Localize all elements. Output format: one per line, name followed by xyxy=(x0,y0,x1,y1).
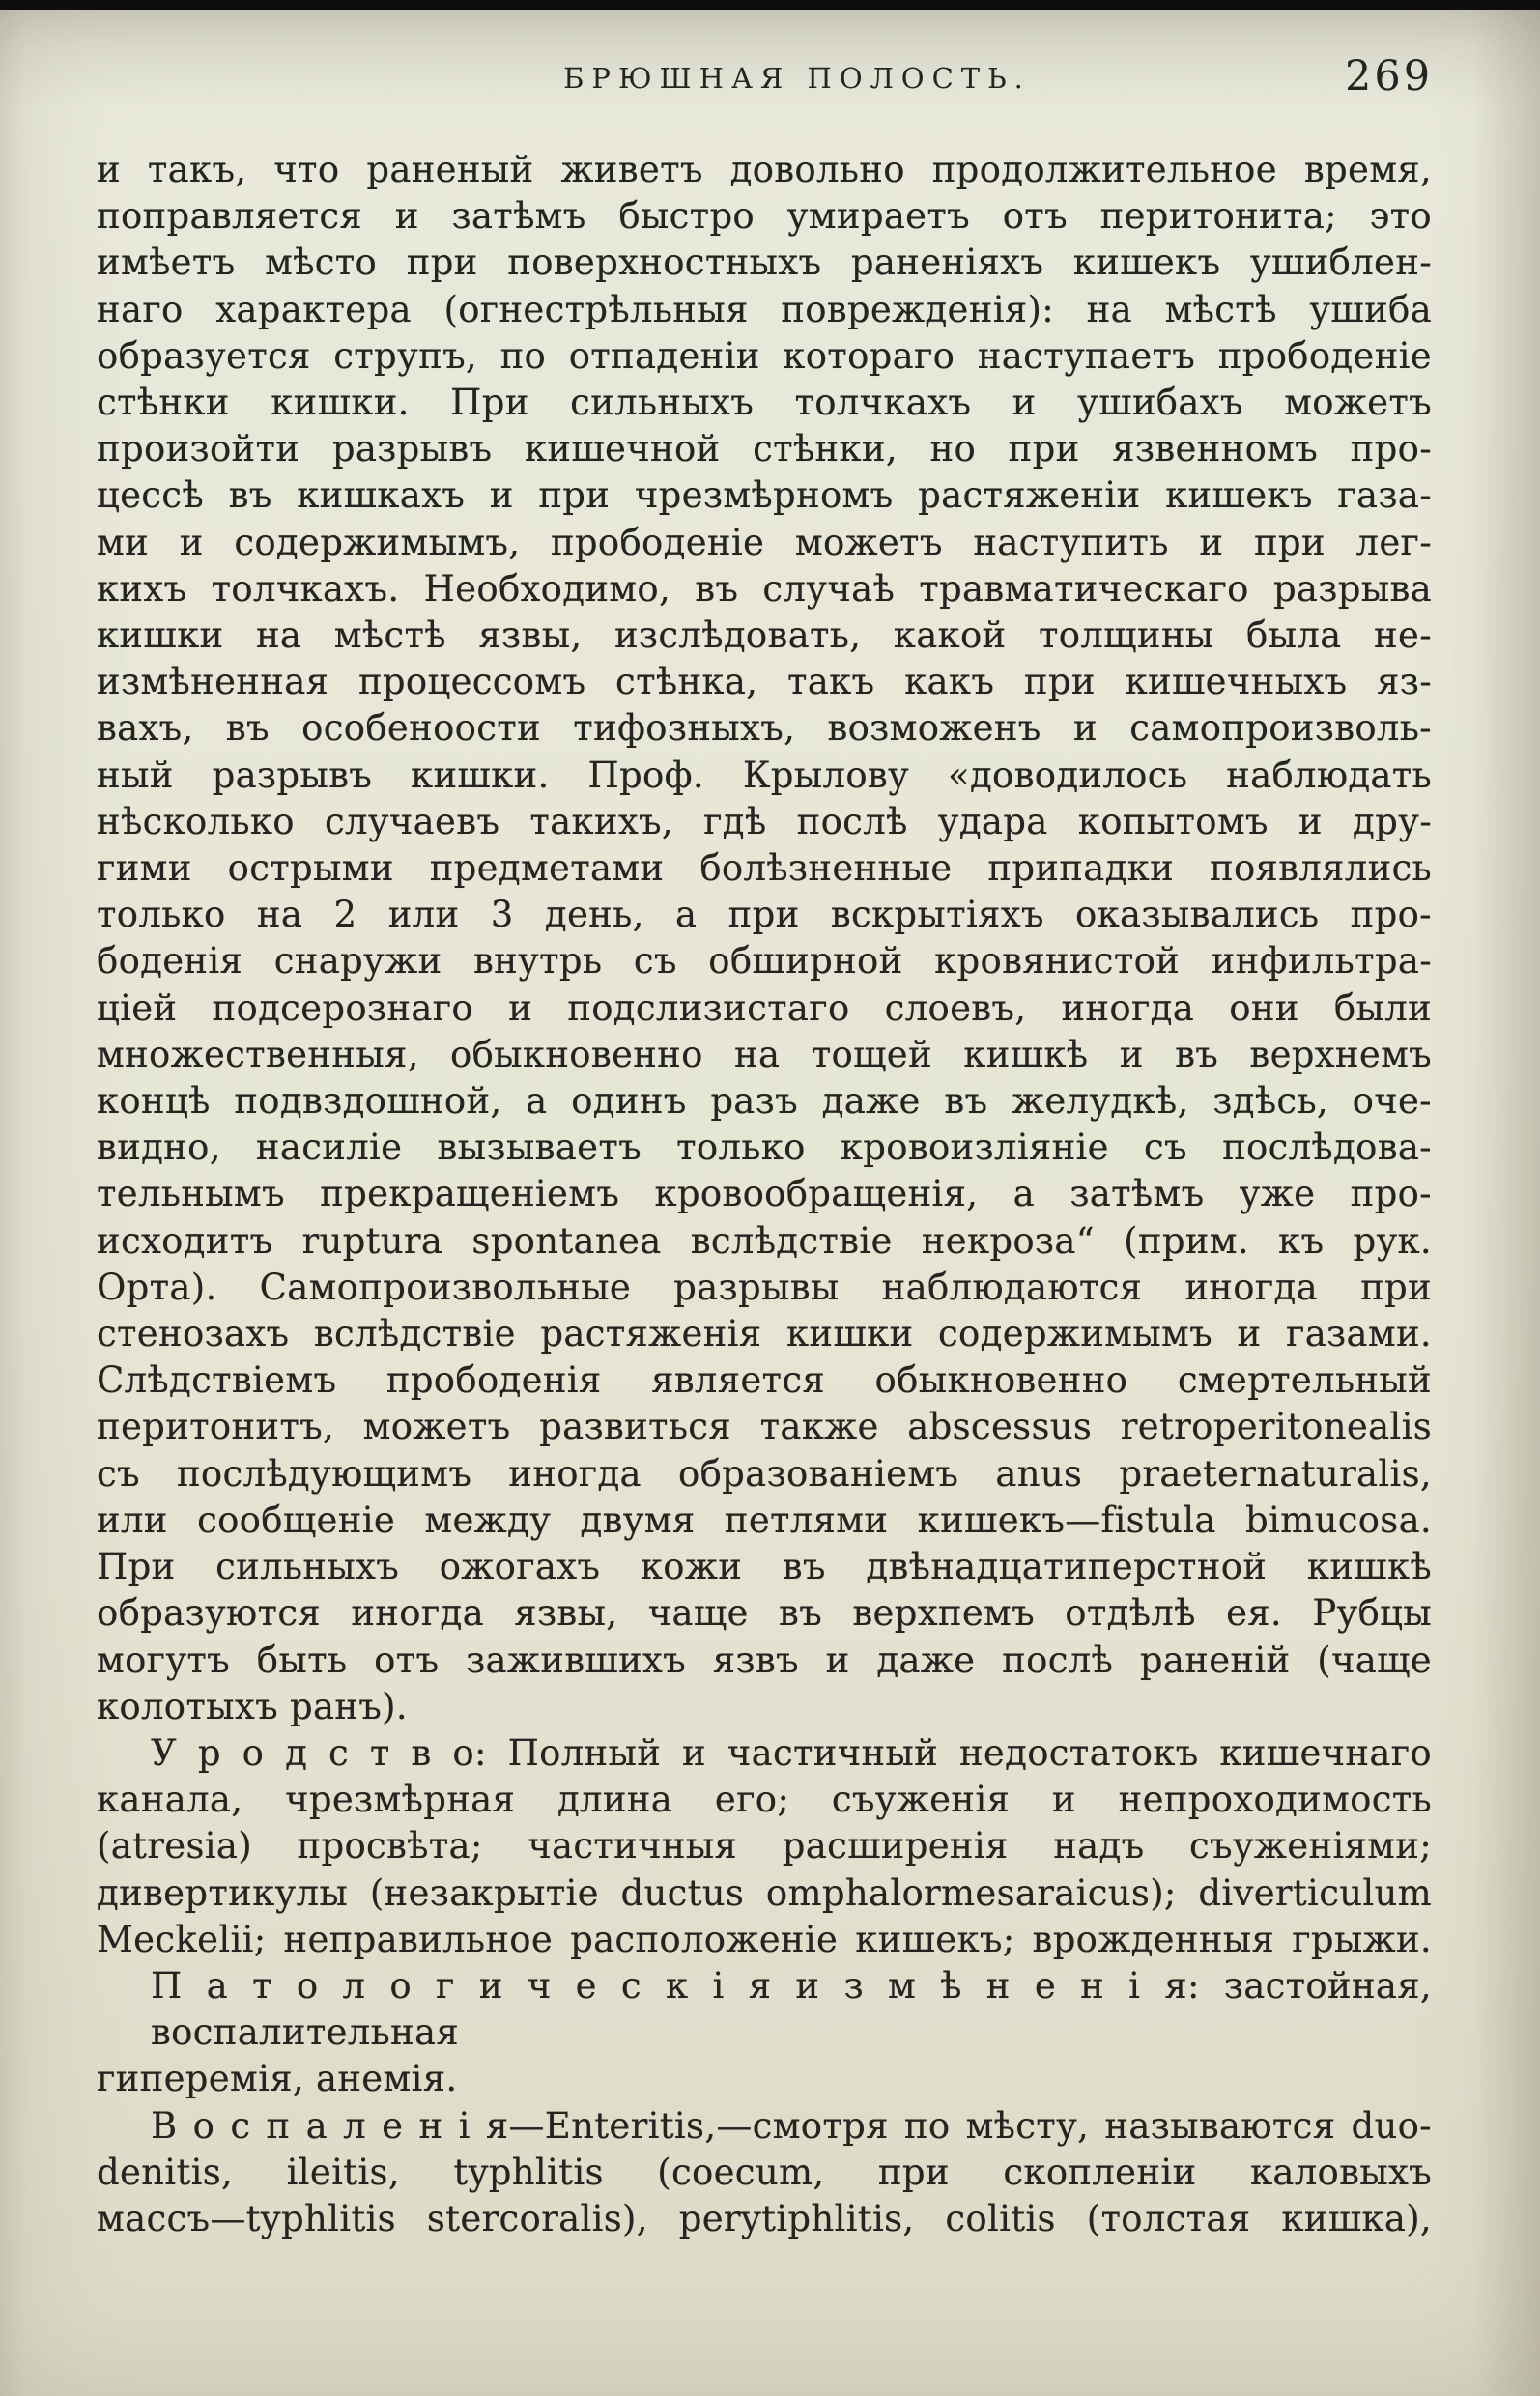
text-line: колотыхъ ранъ). xyxy=(97,1685,408,1727)
text-line: кихъ толчкахъ. Необходимо, въ случаѣ травматическаго разрыва xyxy=(97,567,1432,610)
text-line: ный разрывъ кишки. Проф. Крылову «доводилось наблюдать xyxy=(97,754,1432,796)
text-line: П а т о л о г и ч е с к і я и з м ѣ н е н і я: застойная, воспалительная xyxy=(151,1964,1432,2054)
text-block xyxy=(97,147,1432,2242)
text-line: могутъ быть отъ зажившихъ язвъ и даже послѣ раненій (чаще xyxy=(97,1639,1432,1681)
text-line: ціей подсерознаго и подслизистаго слоевъ, иногда они были xyxy=(97,986,1432,1029)
text-line: поправляется и затѣмъ быстро умираетъ отъ перитонита; это xyxy=(97,195,1432,238)
paragraph xyxy=(97,1963,1432,2103)
page-number: 269 xyxy=(1345,52,1434,100)
text-line: измѣненная процессомъ стѣнка, такъ какъ при кишечныхъ яз- xyxy=(97,661,1432,703)
paragraph xyxy=(97,2103,1432,2243)
text-line: перитонитъ, можетъ развиться также abscessus retroperitonealis xyxy=(97,1406,1432,1448)
text-line: видно, насиліе вызываетъ только кровоизліяніе съ послѣдова- xyxy=(97,1127,1432,1169)
text-line: нѣсколько случаевъ такихъ, гдѣ послѣ удара копытомъ и дру- xyxy=(97,800,1432,842)
text-line: стѣнки кишки. При сильныхъ толчкахъ и ушибахъ можетъ xyxy=(97,382,1432,424)
page-title: БРЮШНАЯ ПОЛОСТЬ. xyxy=(563,62,1031,95)
paragraph xyxy=(97,147,1432,1730)
text-line: концѣ подвздошной, а одинъ разъ даже въ желудкѣ, здѣсь, оче- xyxy=(97,1080,1432,1123)
text-line: вахъ, въ особеноости тифозныхъ, возможенъ и самопроизволь- xyxy=(97,707,1432,750)
text-line: только на 2 или 3 день, а при вскрытіяхъ оказывались про- xyxy=(97,894,1432,936)
text-line: тельнымъ прекращеніемъ кровообращенія, а затѣмъ уже про- xyxy=(97,1173,1432,1215)
text-line: (atresia) просвѣта; частичныя расширенія надъ съуженіями; xyxy=(97,1825,1432,1868)
text-line: кишки на мѣстѣ язвы, изслѣдовать, какой толщины была не- xyxy=(97,614,1432,657)
text-line: и такъ, что раненый живетъ довольно продолжительное время, xyxy=(97,149,1432,190)
text-line: В о с п а л е н і я—Enteritis,—смотря по мѣсту, называются duo- xyxy=(151,2104,1432,2147)
text-line: произойти разрывъ кишечной стѣнки, но при язвенномъ про- xyxy=(97,428,1432,471)
text-line: наго характера (огнестрѣльныя поврежденія): на мѣстѣ ушиба xyxy=(97,288,1432,330)
text-line: боденія снаружи внутрь съ обширной кровянистой инфильтра- xyxy=(97,940,1432,983)
scan-top-edge xyxy=(0,0,1540,10)
text-line: или сообщеніе между двумя петлями кишекъ—fistula bimucosa. xyxy=(97,1498,1432,1541)
text-line: ми и содержимымъ, прободеніе можетъ наступить и при лег- xyxy=(97,521,1432,563)
text-line: Орта). Самопроизвольные разрывы наблюдаются иногда при xyxy=(97,1266,1432,1308)
running-header xyxy=(102,62,1438,95)
text-line: множественныя, обыкновенно на тощей кишкѣ и въ верхнемъ xyxy=(97,1033,1432,1075)
text-line: массъ—typhlitis stercoralis), perytiphlitis, colitis (толстая кишка), xyxy=(97,2197,1432,2239)
text-line: имѣетъ мѣсто при поверхностныхъ раненіяхъ кишекъ ушиблен- xyxy=(97,242,1432,284)
text-line: съ послѣдующимъ иногда образованіемъ anus praeternaturalis, xyxy=(97,1452,1432,1495)
text-line: При сильныхъ ожогахъ кожи въ двѣнадцатиперстной кишкѣ xyxy=(97,1546,1432,1588)
text-line: дивертикулы (незакрытіе ductus omphalormesaraicus); diverticulum xyxy=(97,1871,1432,1914)
text-line: исходитъ ruptura spontanea вслѣдствіе некроза“ (прим. къ рук. xyxy=(97,1219,1432,1262)
paragraph xyxy=(97,1730,1432,1963)
text-line: denitis, ileitis, typhlitis (coecum, при скопленіи каловыхъ xyxy=(97,2151,1432,2193)
text-line: гиперемія, анемія. xyxy=(97,2058,458,2100)
text-line: образуются иногда язвы, чаще въ верхпемъ отдѣлѣ ея. Рубцы xyxy=(97,1592,1432,1635)
text-line: канала, чрезмѣрная длина его; съуженія и непроходимость xyxy=(97,1779,1432,1821)
text-line: образуется струпъ, по отпаденіи котораго наступаетъ прободеніе xyxy=(97,334,1432,377)
text-line: цессѣ въ кишкахъ и при чрезмѣрномъ растяженіи кишекъ газа- xyxy=(97,474,1432,517)
text-line: Слѣдствіемъ прободенія является обыкновенно смертельный xyxy=(97,1359,1432,1402)
text-line: гими острыми предметами болѣзненные припадки появлялись xyxy=(97,847,1432,890)
text-line: Meckelii; неправильное расположеніе кишекъ; врожденныя грыжи. xyxy=(97,1918,1432,1960)
text-line: стенозахъ вслѣдствіе растяженія кишки содержимымъ и газами. xyxy=(97,1313,1432,1355)
text-line: У р о д с т в о: Полный и частичный недостатокъ кишечнаго xyxy=(151,1731,1432,1774)
